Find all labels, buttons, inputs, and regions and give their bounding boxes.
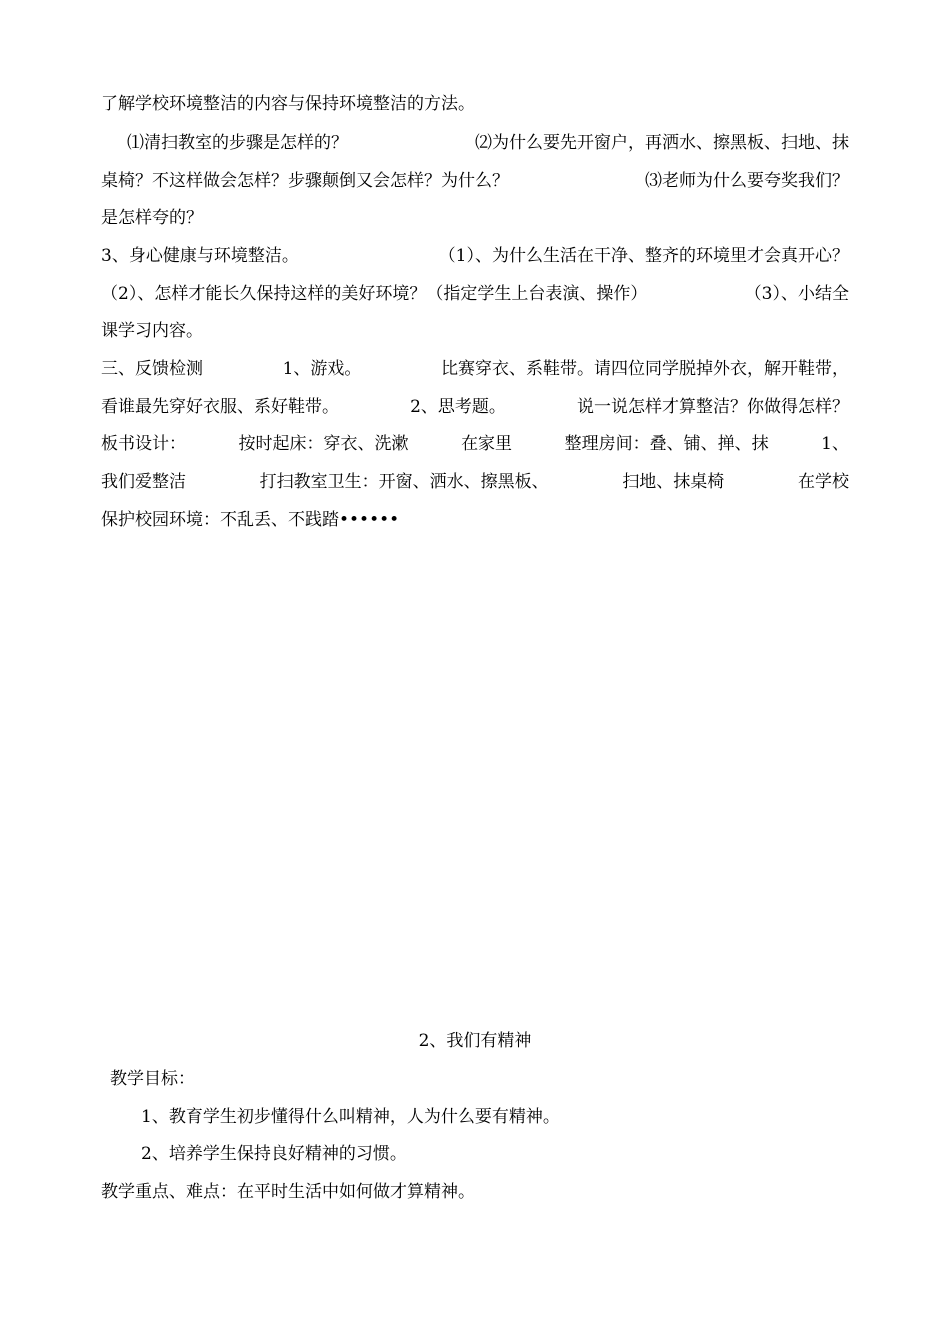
key-points: 教学重点、难点：在平时生活中如何做才算精神。 [101,1182,475,1202]
paragraph-line: 了解学校环境整洁的内容与保持环境整洁的方法。 [101,94,475,114]
question-item: （2）、怎样才能长久保持这样的美好环境？（指定学生上台表演、操作） [101,284,648,304]
question-2-cont: 桌椅？不这样做会怎样？步骤颠倒又会怎样？为什么？ [101,171,509,191]
paragraph-line [101,432,849,456]
paragraph-line: 保护校园环境：不乱丢、不践踏•••••• [101,510,400,530]
paragraph-line [101,282,849,306]
paragraph-line [101,357,849,381]
board-item: 我们爱整洁 [101,472,186,492]
section-heading: 三、反馈检测 [101,359,203,379]
question-3: ⑶老师为什么要夸奖我们？ [645,171,849,191]
activity-desc: 看谁最先穿好衣服、系好鞋带。 [101,397,339,417]
question-2: ⑵为什么要先开窗户，再洒水、擦黑板、扫地、抹 [475,133,849,153]
board-item: 整理房间：叠、铺、掸、抹 [564,434,769,454]
paragraph-line [101,244,849,268]
goal-heading: 教学目标： [110,1069,195,1089]
paragraph-line [101,470,849,494]
goal-item: 1、教育学生初步懂得什么叫精神，人为什么要有精神。 [141,1107,560,1127]
activity-item: 2、思考题。 [410,397,506,417]
paragraph-line [101,131,849,155]
paragraph-line [101,395,849,419]
section-heading: 3、身心健康与环境整洁。 [101,246,299,266]
question-item: （1）、为什么生活在干净、整齐的环境里才会真开心？ [438,246,849,266]
paragraph-line [101,169,849,193]
board-design-label: 板书设计： [101,434,186,454]
board-item: 按时起床：穿衣、洗漱 [238,434,409,454]
board-item: 在学校 [797,472,849,492]
board-item: 扫地、抹桌椅 [622,472,725,492]
paragraph-line: 是怎样夸的？ [101,208,203,228]
activity-desc: 说一说怎样才算整洁？你做得怎样？ [576,397,849,417]
board-item: 打扫教室卫生：开窗、洒水、擦黑板、 [259,472,549,492]
activity-item: 1、游戏。 [282,359,362,379]
board-item: 在家里 [461,434,513,454]
lesson-title: 2、我们有精神 [418,1031,532,1051]
goal-item: 2、培养学生保持良好精神的习惯。 [141,1144,407,1164]
paragraph-line: 课学习内容。 [101,321,203,341]
board-item: 1、 [821,434,849,454]
activity-desc: 比赛穿衣、系鞋带。请四位同学脱掉外衣，解开鞋带， [440,359,849,379]
question-1: ⑴清扫教室的步骤是怎样的？ [127,133,348,153]
summary-item: （3）、小结全 [744,284,849,304]
